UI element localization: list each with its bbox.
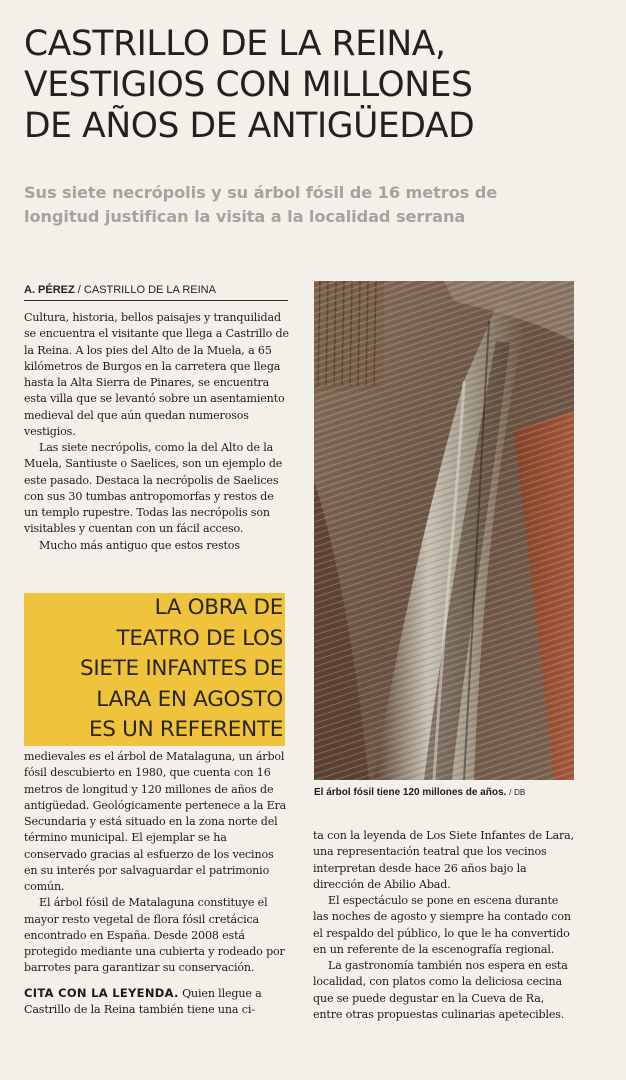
column-2 (313, 828, 575, 1023)
caption-text: El árbol fósil tiene 120 millones de años. (314, 787, 507, 798)
column-1-top (24, 310, 289, 554)
paragraph: medievales es el árbol de Matalaguna, un árbol fósil descubierto en 1980, que cuenta con 16 metros de longitud y 120 millones de años de antigüedad. Geológicamente pertenece a la Era Secundaria y está situado en la zona norte del término municipal. El ejemplar se ha conservado gracias al esfuerzo de los vecinos en su interés por salvaguardar el patrimonio común. (24, 750, 287, 893)
headline-line: DE AÑOS DE ANTIGÜEDAD (24, 106, 475, 146)
pull-quote-line: SIETE INFANTES DE (24, 654, 285, 685)
subheadline (24, 181, 614, 229)
caption-separator: / (509, 788, 512, 797)
section-paragraph (24, 985, 289, 1019)
headline-line: VESTIGIOS CON MILLONES (24, 65, 473, 105)
headline-line: CASTRILLO DE LA REINA, (24, 24, 446, 64)
pull-quote-line: TEATRO DE LOS (24, 624, 285, 655)
paragraph: ta con la leyenda de Los Siete Infantes de Lara, una representación teatral que los vecinos interpretan desde hace 26 años bajo la dirección de Abilio Abad. (313, 829, 574, 891)
paragraph: La gastronomía también nos espera en esta localidad, con platos como la deliciosa cecina que se puede degustar en la Cueva de Ra, entre otras propuestas culinarias apetecibles. (313, 959, 568, 1021)
photo-credit: DB (514, 788, 526, 797)
byline-author: A. PÉREZ (24, 284, 75, 296)
paragraph: Cultura, historia, bellos paisajes y tranquilidad se encuentra el visitante que llega a Castrillo de la Reina. A los pies del Alto de la Muela, a 65 kilómetros de Burgos en la carretera que llega hasta la Alta Sierra de Pinares, se encuentra esta villa que se levantó sobre un asentamiento medieval del que aún quedan numerosos vestigios. (24, 311, 289, 438)
byline-separator: / (74, 284, 84, 296)
headline (24, 24, 614, 147)
column-1-bottom (24, 749, 289, 1018)
pull-quote (24, 593, 285, 746)
pull-quote-line: LARA EN AGOSTO (24, 685, 285, 716)
subheadline-line: longitud justifican la visita a la localidad serrana (24, 207, 466, 226)
pull-quote-line: ES UN REFERENTE (24, 715, 285, 746)
section-lead-in: CITA CON LA LEYENDA. (24, 985, 179, 1000)
section-text: Quien llegue a Castrillo de la Reina también tiene una ci- (24, 986, 262, 1016)
byline (24, 283, 288, 301)
paragraph: Las siete necrópolis, como la del Alto de la Muela, Santiuste o Saelices, son un ejemplo de este pasado. Destaca la necrópolis de Saelices con sus 30 tumbas antropomorfas y restos de un templo rupestre. Todas las necrópolis son visitables y cuentan con un fácil acceso. (24, 441, 283, 536)
paragraph: Mucho más antiguo que estos restos (39, 538, 240, 552)
subheadline-line: Sus siete necrópolis y su árbol fósil de 16 metros de (24, 183, 498, 202)
fossil-tree-photo (314, 281, 574, 780)
photo-caption (314, 786, 576, 799)
pull-quote-line: LA OBRA DE (24, 593, 285, 624)
fossil-tree-image (314, 281, 574, 780)
paragraph: El espectáculo se pone en escena durante las noches de agosto y siempre ha contado con el respaldo del público, lo que le ha convertido en un referente de la escenografía regional. (313, 894, 571, 956)
byline-location: CASTRILLO DE LA REINA (83, 284, 216, 296)
paragraph: El árbol fósil de Matalaguna constituye el mayor resto vegetal de flora fósil cretácica encontrado en España. Desde 2008 está protegido mediante una cubierta y rodeado por barrotes para garantizar su conservación. (24, 896, 285, 975)
